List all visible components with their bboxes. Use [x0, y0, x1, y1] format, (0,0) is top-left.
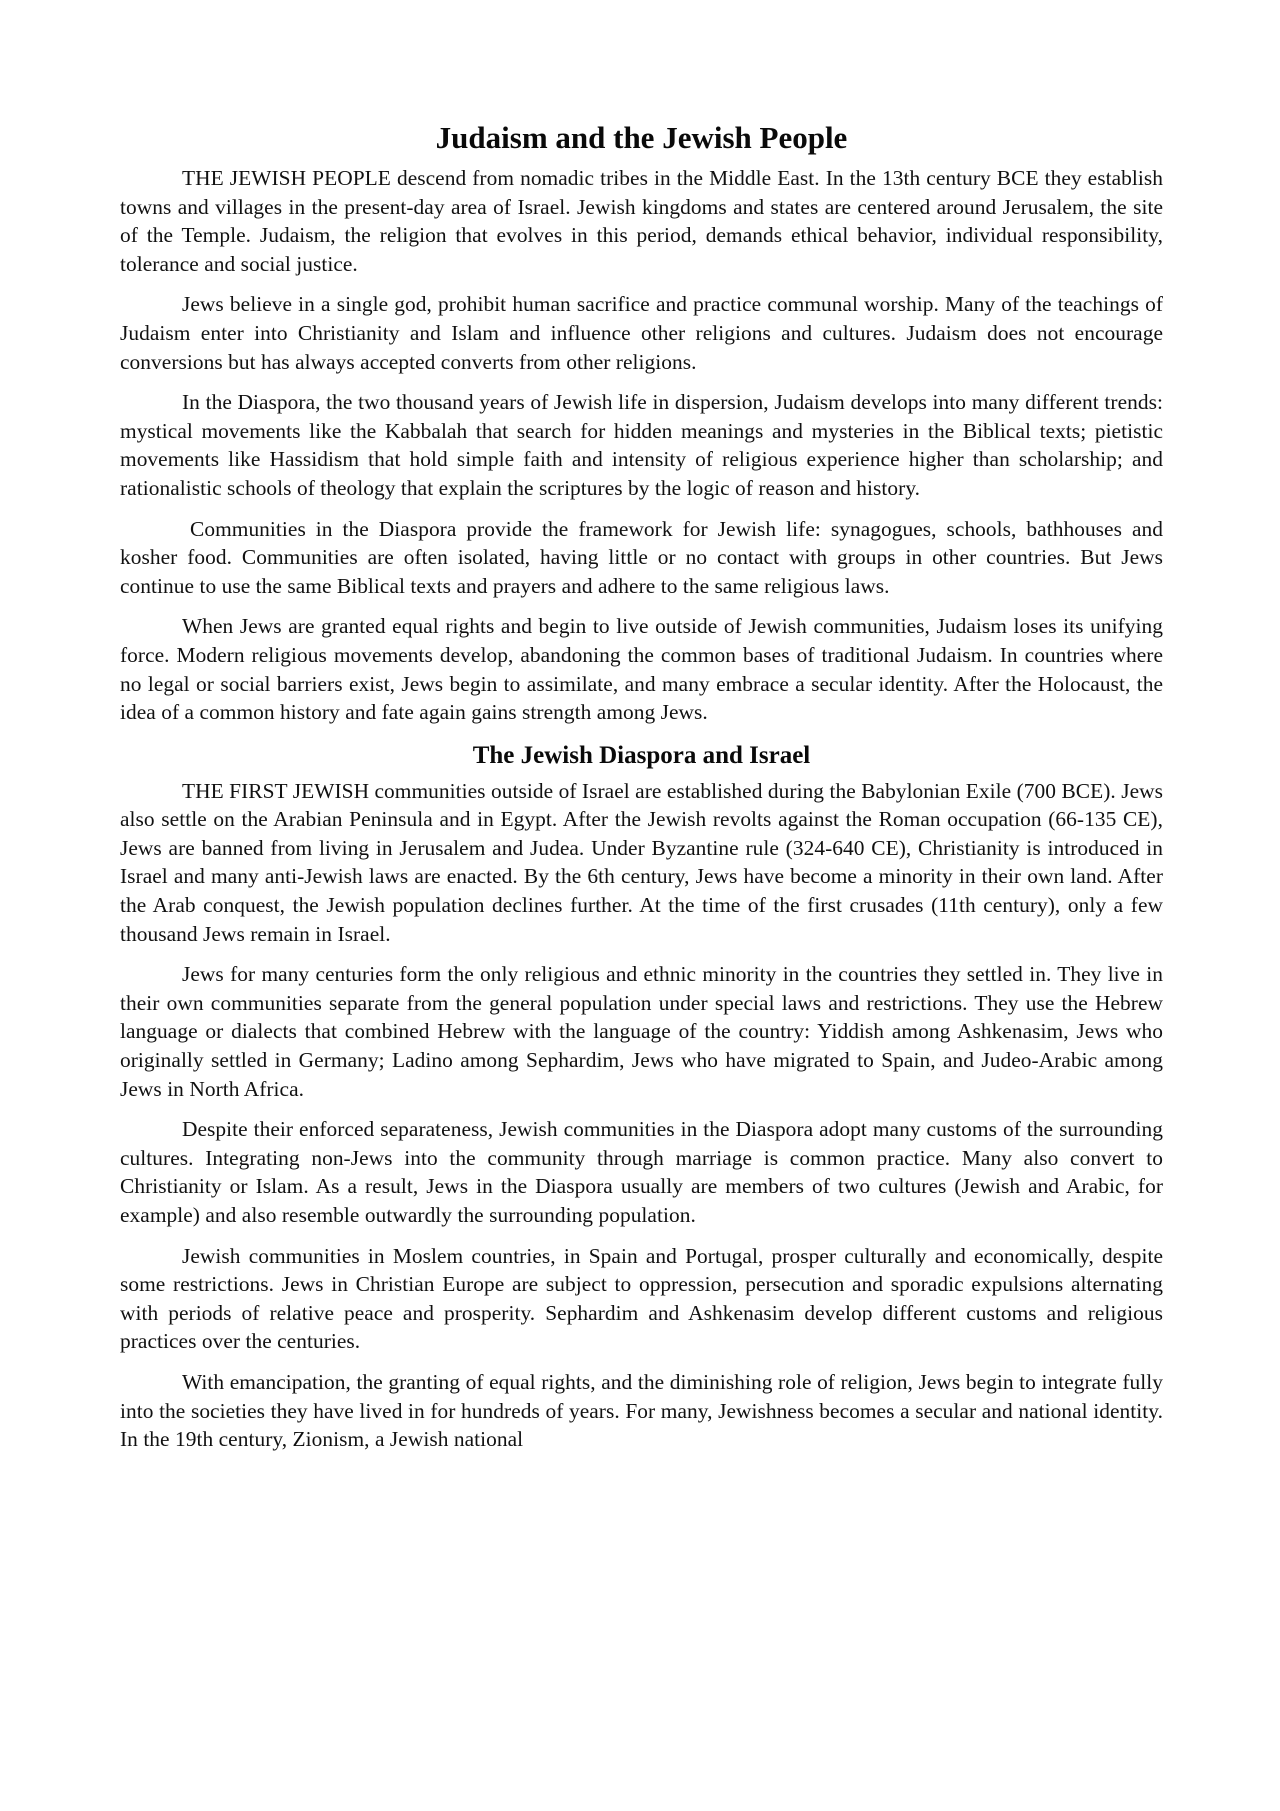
- document-title: Judaism and the Jewish People: [435, 120, 848, 155]
- section-judaism: [120, 164, 1163, 727]
- paragraph: When Jews are granted equal rights and begin to live outside of Jewish communities, Judaism loses its unifying force. Modern religious movements develop, abandoning the common bases of traditional Judaism. In countries where no legal or social barriers exist, Jews begin to assimilate, and many embrace a secular identity. After the Holocaust, the idea of a common history and fate again gains strength among Jews.: [120, 614, 1163, 725]
- paragraph: Jews believe in a single god, prohibit human sacrifice and practice communal worship. Many of the teachings of Judaism enter into Christianity and Islam and influence other religions and cultures. Judaism does not encourage conversions but has always accepted converts from other religions.: [120, 292, 1163, 374]
- paragraph: In the Diaspora, the two thousand years of Jewish life in dispersion, Judaism develops into many different trends: mystical movements like the Kabbalah that search for hidden meanings and mysteries in the Biblical texts; pietistic movements like Hassidism that hold simple faith and intensity of religious experience higher than scholarship; and rationalistic schools of theology that explain the scriptures by the logic of reason and history.: [120, 390, 1163, 500]
- paragraph: Communities in the Diaspora provide the framework for Jewish life: synagogues, schools, bathhouses and kosher food. Communities are often isolated, having little or no contact with groups in other countries. But Jews continue to use the same Biblical texts and prayers and adhere to the same religious laws.: [120, 516, 1163, 598]
- document-page: [120, 118, 1163, 1466]
- paragraph: With emancipation, the granting of equal rights, and the diminishing role of religion, Jews begin to integrate fully into the societies they have lived in for hundreds of years. For many, Jewishness becomes a secular and national identity. In the 19th century, Zionism, a Jewish national: [120, 1369, 1163, 1452]
- paragraph: THE FIRST JEWISH communities outside of Israel are established during the Babylonian Exile (700 BCE). Jews also settle on the Arabian Peninsula and in Egypt. After the Jewish revolts against the Roman occupation (66-135 CE), Jews are banned from living in Jerusalem and Judea. Under Byzantine rule (324-640 CE), Christianity is introduced in Israel and many anti-Jewish laws are enacted. By the 6th century, Jews have become a minority in their own land. After the Arab conquest, the Jewish population declines further. At the time of the first crusades (11th century), only a few thousand Jews remain in Israel.: [120, 778, 1163, 946]
- section-heading: The Jewish Diaspora and Israel: [472, 741, 811, 769]
- paragraph: Jews for many centuries form the only religious and ethnic minority in the countries they settled in. They live in their own communities separate from the general population under special laws and restrictions. They use the Hebrew language or dialects that combined Hebrew with the language of the country: Yiddish among Ashkenasim, Jews who originally settled in Germany; Ladino among Sephardim, Jews who have migrated to Spain, and Judeo-Arabic among Jews in North Africa.: [120, 962, 1163, 1101]
- paragraph: Jewish communities in Moslem countries, in Spain and Portugal, prosper culturally and economically, despite some restrictions. Jews in Christian Europe are subject to oppression, persecution and sporadic expulsions alternating with periods of relative peace and prosperity. Sephardim and Ashkenasim develop different customs and religious practices over the centuries.: [120, 1243, 1163, 1354]
- section-diaspora-israel: [120, 739, 1163, 1454]
- paragraph: Despite their enforced separateness, Jewish communities in the Diaspora adopt many customs of the surrounding cultures. Integrating non-Jews into the community through marriage is common practice. Many also convert to Christianity or Islam. As a result, Jews in the Diaspora usually are members of two cultures (Jewish and Arabic, for example) and also resemble outwardly the surrounding population.: [120, 1117, 1163, 1227]
- paragraph: THE JEWISH PEOPLE descend from nomadic tribes in the Middle East. In the 13th century BCE they establish towns and villages in the present-day area of Israel. Jewish kingdoms and states are centered around Jerusalem, the site of the Temple. Judaism, the religion that evolves in this period, demands ethical behavior, individual responsibility, tolerance and social justice.: [120, 166, 1163, 276]
